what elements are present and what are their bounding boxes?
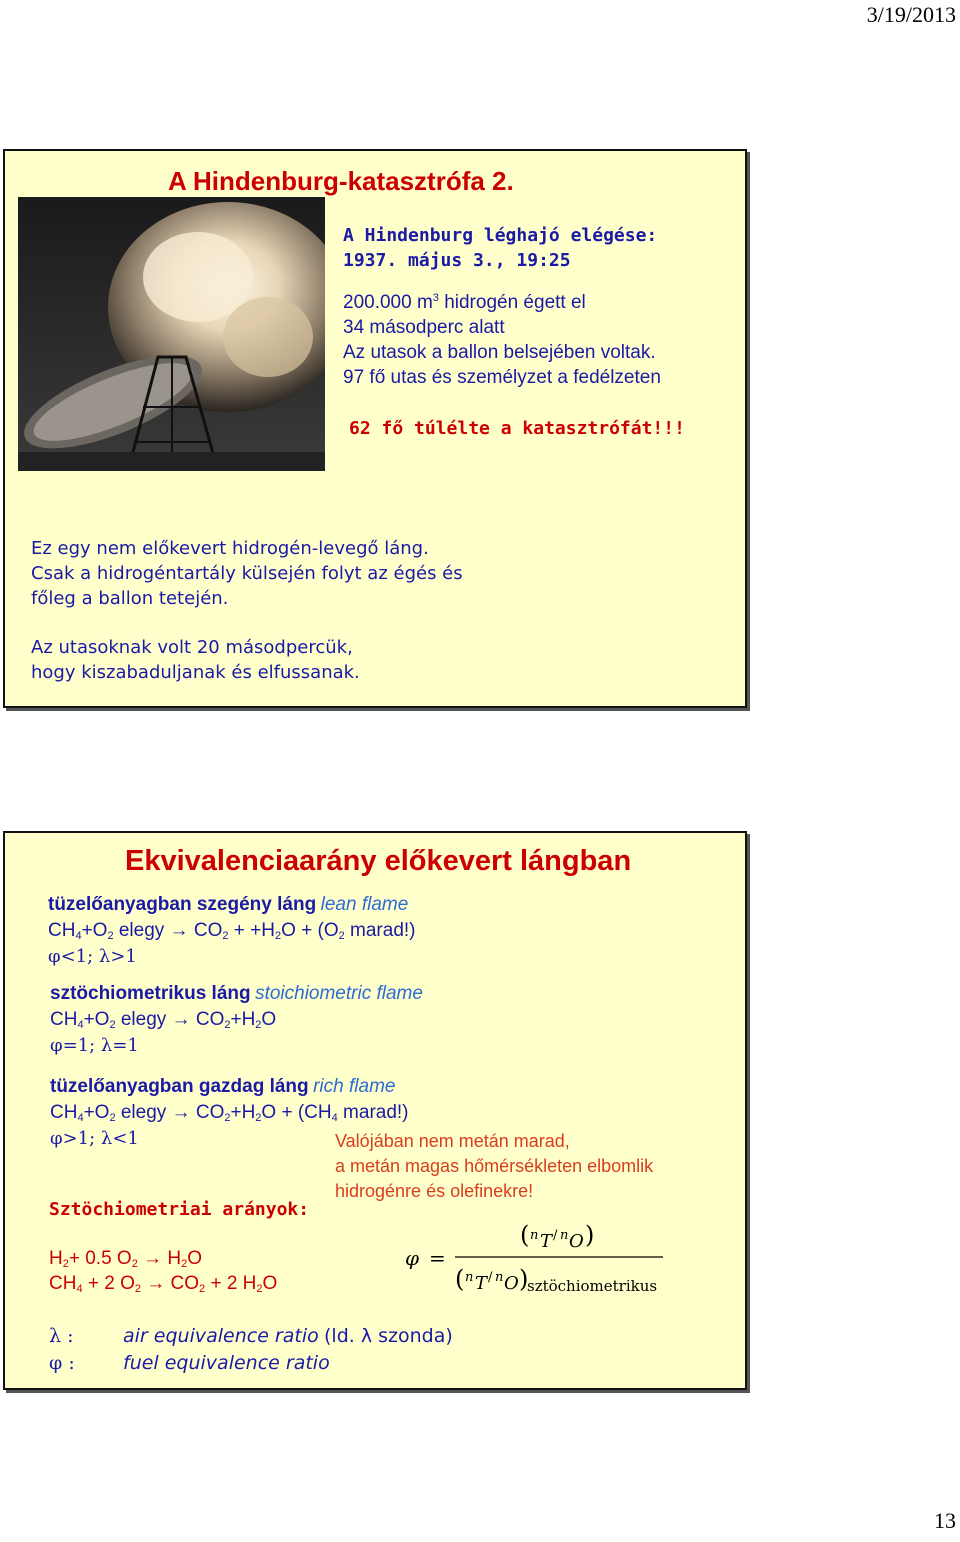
- formula-den-o: O: [504, 1273, 519, 1294]
- slide-title: A Hindenburg-katasztrófa 2.: [168, 166, 514, 196]
- stoich-flame-ratio: φ=1; λ=1: [50, 1035, 139, 1056]
- survivors-note: 62 fő túlélte a katasztrófát!!!: [349, 418, 685, 439]
- lean-flame-ratio: φ<1; λ>1: [48, 946, 137, 967]
- event-description: [343, 223, 657, 273]
- note-line: hidrogénre és olefinekre!: [335, 1181, 534, 1201]
- note-line: Valójában nem metán marad,: [335, 1131, 570, 1151]
- lambda-definition: λ : air equivalence ratio (ld. λ szonda): [49, 1325, 453, 1347]
- slide-title: Ekvivalenciaarány előkevert lángban: [125, 845, 632, 877]
- formula-den-t: T: [475, 1273, 488, 1294]
- slide-equivalence-ratio: [3, 831, 747, 1390]
- lean-flame-equation: $CH_4+O_2$ elegy → $CO_2 + +H_2O + (O_2$ marad!): [48, 920, 416, 942]
- stoich-flame-heading: sztöchiometrikus láng stoichiometric flame: [50, 983, 423, 1004]
- fact-crew: 97 fő utas és személyzet a fedélzeten: [343, 367, 661, 388]
- event-facts: [343, 286, 661, 390]
- definitions: [49, 1323, 453, 1377]
- formula-den-n: n: [465, 1270, 474, 1285]
- formula-num-n: n: [530, 1228, 539, 1243]
- reaction-hydrogen: $H_2+ 0.5$ $O_2 \to H_2O$: [49, 1248, 203, 1270]
- equivalence-ratio-formula: [405, 1215, 705, 1295]
- formula-den-paren-close: ): [519, 1265, 529, 1293]
- formula-num-t: T: [540, 1231, 553, 1252]
- lean-flame-heading: tüzelőanyagban szegény láng lean flame: [48, 894, 409, 915]
- body-line: Az utasoknak volt 20 másodpercük,: [31, 637, 353, 658]
- event-line-2: 1937. május 3., 19:25: [343, 250, 571, 271]
- fact-volume: 200.000 $m^3$ hidrogén égett el: [343, 292, 586, 313]
- formula-den-slash: /: [488, 1270, 493, 1285]
- formula-den-n2: n: [495, 1270, 504, 1285]
- fact-passengers: Az utasok a ballon belsejében voltak.: [343, 342, 656, 363]
- slide-date: 3/19/2013: [866, 2, 956, 27]
- formula-num-n2: n: [560, 1228, 569, 1243]
- page-number: 13: [934, 1508, 956, 1533]
- body-line: Ez egy nem előkevert hidrogén-levegő láng.: [31, 538, 429, 559]
- formula-num-o: O: [569, 1231, 584, 1252]
- body-line: főleg a ballon tetején.: [31, 588, 229, 609]
- body-line: Csak a hidrogéntartály külsején folyt az égés és: [31, 563, 463, 584]
- rich-flame-ratio: φ>1; λ<1: [50, 1128, 139, 1149]
- body-line: hogy kiszabaduljanak és elfussanak.: [31, 662, 360, 683]
- stoich-ratios-title: Sztöchiometriai arányok:: [49, 1199, 310, 1220]
- formula-subscript: sztöchiometrikus: [527, 1277, 658, 1295]
- event-line-1: A Hindenburg léghajó elégése:: [343, 225, 658, 246]
- rich-flame-equation: $CH_4+O_2$ elegy → $CO_2+H_2O + (CH_4$ marad!): [50, 1102, 409, 1124]
- flame-description: [31, 536, 463, 611]
- phi-definition: φ : fuel equivalence ratio: [49, 1352, 330, 1374]
- formula-phi: φ: [405, 1246, 420, 1270]
- stoich-flame-equation: $CH_4+O_2$ elegy → $CO_2+H_2O$: [50, 1009, 277, 1031]
- formula-equals: =: [429, 1246, 446, 1270]
- reaction-methane: $CH_4 + 2$ $O_2 \to CO_2 + 2$ $H_2O$: [49, 1273, 278, 1295]
- fact-duration: 34 másodperc alatt: [343, 317, 505, 338]
- rich-flame-heading: tüzelőanyagban gazdag láng rich flame: [50, 1076, 396, 1097]
- formula-den-paren-open: (: [455, 1265, 465, 1293]
- formula-paren-open: (: [520, 1221, 530, 1249]
- formula-num-slash: /: [553, 1228, 558, 1243]
- slide-hindenburg: [3, 149, 747, 708]
- escape-description: [31, 635, 360, 685]
- note-line: a metán magas hőmérsékleten elbomlik: [335, 1156, 654, 1176]
- methane-note: [335, 1129, 653, 1204]
- hindenburg-photo: [18, 197, 325, 471]
- formula-paren-close: ): [585, 1221, 595, 1249]
